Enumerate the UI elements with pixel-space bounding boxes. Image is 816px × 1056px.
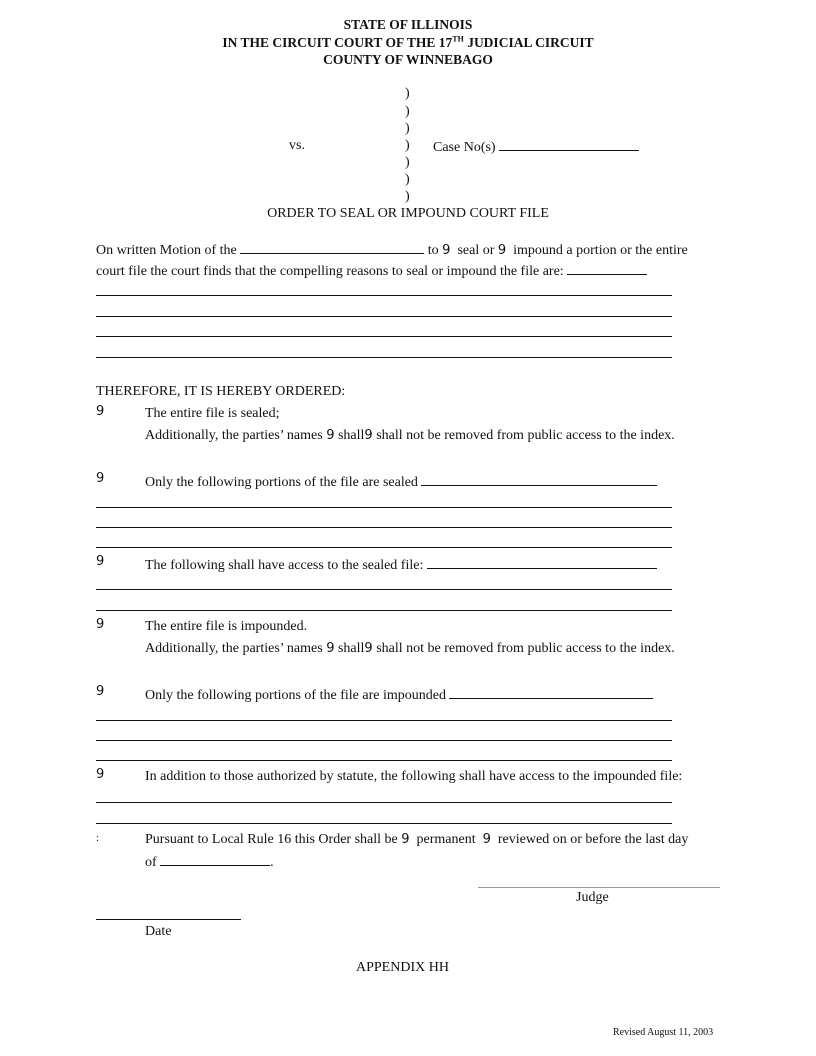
date-label: Date bbox=[145, 924, 172, 939]
access-impounded-checkbox[interactable]: 9 bbox=[96, 767, 105, 782]
impound-checkbox[interactable]: 9 bbox=[497, 243, 507, 258]
rule16-line-1: Pursuant to Local Rule 16 this Order shall be 9 permanent 9 reviewed on or before the last day bbox=[145, 832, 689, 847]
appendix-label: APPENDIX HH bbox=[356, 960, 449, 975]
rule16-checkbox[interactable]: : bbox=[96, 832, 100, 844]
rule16-line-2: of . bbox=[145, 855, 274, 870]
sealed-names-shall-checkbox[interactable]: 9 bbox=[326, 428, 335, 443]
impounded-names-shall-checkbox[interactable]: 9 bbox=[326, 641, 335, 656]
sealed-names-shall-not-checkbox[interactable]: 9 bbox=[364, 428, 373, 443]
revised-date: Revised August 11, 2003 bbox=[613, 1027, 714, 1038]
entire-sealed-checkbox[interactable]: 9 bbox=[96, 404, 105, 419]
header-court: IN THE CIRCUIT COURT OF THE 17TH JUDICIAL CIRCUIT bbox=[222, 34, 594, 50]
portions-sealed-text: Only the following portions of the file are sealed bbox=[145, 473, 657, 491]
date-line[interactable] bbox=[96, 919, 241, 920]
impounded-names-shall-not-checkbox[interactable]: 9 bbox=[364, 641, 373, 656]
portions-sealed-line[interactable] bbox=[96, 527, 672, 528]
judge-signature-line[interactable] bbox=[478, 887, 720, 888]
order-title: ORDER TO SEAL OR IMPOUND COURT FILE bbox=[267, 206, 549, 221]
entire-sealed-text: The entire file is sealed; bbox=[145, 406, 280, 421]
access-sealed-line[interactable] bbox=[96, 610, 672, 611]
motion-party-field[interactable] bbox=[240, 241, 424, 254]
sealed-names-line: Additionally, the parties’ names 9 shall9 shall not be removed from public access to the index. bbox=[145, 428, 675, 443]
portions-impounded-line[interactable] bbox=[96, 720, 672, 721]
review-date-field[interactable] bbox=[160, 853, 270, 866]
judge-label: Judge bbox=[576, 890, 609, 905]
portions-sealed-line[interactable] bbox=[96, 547, 672, 548]
entire-impounded-checkbox[interactable]: 9 bbox=[96, 617, 105, 632]
motion-line-2: court file the court finds that the compelling reasons to seal or impound the file are: bbox=[96, 262, 647, 280]
portions-impounded-checkbox[interactable]: 9 bbox=[96, 684, 105, 699]
ordered-heading: THEREFORE, IT IS HEREBY ORDERED: bbox=[96, 384, 346, 399]
reasons-line[interactable] bbox=[96, 295, 672, 296]
access-impounded-text: In addition to those authorized by statute, the following shall have access to the impounded file: bbox=[145, 769, 683, 784]
access-sealed-checkbox[interactable]: 9 bbox=[96, 554, 105, 569]
portions-sealed-checkbox[interactable]: 9 bbox=[96, 471, 105, 486]
caption-vs: vs. bbox=[289, 138, 305, 153]
access-impounded-line[interactable] bbox=[96, 823, 672, 824]
portions-impounded-line[interactable] bbox=[96, 740, 672, 741]
seal-checkbox[interactable]: 9 bbox=[442, 243, 451, 258]
reasons-field[interactable] bbox=[567, 262, 647, 275]
impounded-names-line: Additionally, the parties’ names 9 shall9 shall not be removed from public access to the index. bbox=[145, 641, 675, 656]
access-sealed-text: The following shall have access to the sealed file: bbox=[145, 556, 657, 574]
access-impounded-line[interactable] bbox=[96, 802, 672, 803]
header-county: COUNTY OF WINNEBAGO bbox=[323, 52, 493, 67]
reasons-line[interactable] bbox=[96, 357, 672, 358]
motion-line-1: On written Motion of the to 9 seal or 9 impound a portion or the entire bbox=[96, 243, 688, 258]
reasons-line[interactable] bbox=[96, 316, 672, 317]
reasons-line[interactable] bbox=[96, 336, 672, 337]
header-state: STATE OF ILLINOIS bbox=[343, 17, 473, 32]
portions-impounded-text: Only the following portions of the file are impounded bbox=[145, 686, 653, 704]
portions-impounded-line[interactable] bbox=[96, 760, 672, 761]
permanent-checkbox[interactable]: 9 bbox=[401, 832, 410, 847]
entire-impounded-text: The entire file is impounded. bbox=[145, 619, 308, 634]
access-sealed-line[interactable] bbox=[96, 589, 672, 590]
case-number-field[interactable]: Case No(s) bbox=[433, 138, 639, 156]
reviewed-checkbox[interactable]: 9 bbox=[482, 832, 491, 847]
portions-sealed-line[interactable] bbox=[96, 507, 672, 508]
